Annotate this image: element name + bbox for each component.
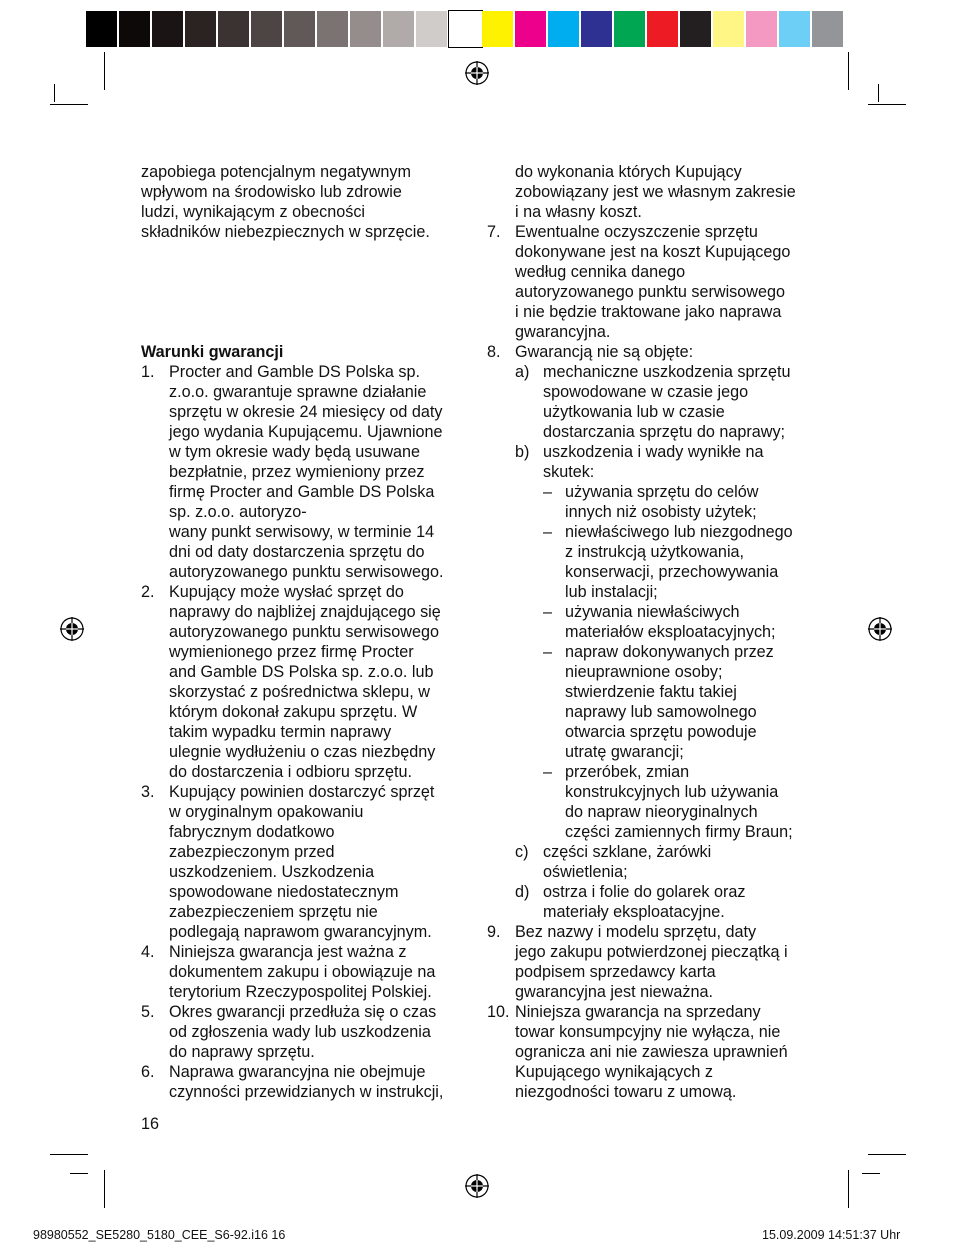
list-number: 3.	[141, 783, 155, 801]
color-swatch	[515, 11, 548, 47]
list-item-text	[515, 1002, 788, 1102]
text-line: przeróbek, zmian	[565, 763, 690, 781]
dash-mark: –	[543, 643, 553, 661]
text-line: Niniejsza gwarancja na sprzedany	[515, 1003, 761, 1021]
text-line: składników niebezpiecznych w sprzęcie.	[141, 223, 430, 241]
gray-swatch	[416, 11, 449, 47]
dash-mark: –	[543, 603, 553, 621]
text-line: podlegają naprawom gwarancyjnym.	[169, 923, 432, 941]
text-line: fabrycznym dodatkowo	[169, 823, 335, 841]
list-item	[141, 582, 471, 782]
text-line: do wykonania których Kupujący	[515, 163, 742, 181]
sub-item-text	[543, 842, 711, 882]
text-line: ogranicza ani nie zawiesza uprawnień	[515, 1043, 788, 1061]
text-line: gwarancyjna jest nieważna.	[515, 983, 713, 1001]
list-item	[141, 782, 471, 942]
list-item	[141, 1062, 471, 1102]
text-line: terytorium Rzeczypospolitej Polskiej.	[169, 983, 432, 1001]
list-number: 4.	[141, 943, 155, 961]
text-line: Gwarancją nie są objęte:	[515, 343, 694, 361]
text-line: do napraw nieoryginalnych	[565, 803, 758, 821]
list-item	[141, 1002, 471, 1062]
dash-item-text	[565, 522, 793, 602]
gray-swatch	[350, 11, 383, 47]
gray-swatch	[449, 11, 482, 47]
print-file-info: 98980552_SE5280_5180_CEE_S6-92.i16 16	[33, 1228, 286, 1242]
text-line: lub instalacji;	[565, 583, 658, 601]
gray-swatch	[251, 11, 284, 47]
text-line: Naprawa gwarancyjna nie obejmuje	[169, 1063, 426, 1081]
text-line: dokonywane jest na koszt Kupującego	[515, 243, 791, 261]
text-line: zobowiązany jest we własnym zakresie	[515, 183, 796, 201]
dash-item-text	[565, 602, 776, 642]
text-line: bezpłatnie, przez wymieniony przez	[169, 463, 425, 481]
text-line: dokumentem zakupu i obowiązuje na	[169, 963, 436, 981]
list-number: 10.	[487, 1003, 510, 1021]
text-line: do naprawy sprzętu.	[169, 1043, 315, 1061]
list-item-text	[169, 1062, 443, 1102]
text-line: części szklane, żarówki	[543, 843, 712, 861]
text-line: sprzętu w okresie 24 miesięcy od daty	[169, 403, 443, 421]
text-line: używania niewłaściwych	[565, 603, 740, 621]
text-line: skorzystać z pośrednictwa sklepu, w	[169, 683, 430, 701]
list-number: 2.	[141, 583, 155, 601]
color-swatch	[812, 11, 845, 47]
color-swatch	[779, 11, 812, 47]
color-swatch	[746, 11, 779, 47]
text-line: innych niż osobisty użytek;	[565, 503, 757, 521]
dash-item	[543, 602, 793, 642]
text-line: oświetlenia;	[543, 863, 628, 881]
list-number: 5.	[141, 1003, 155, 1021]
gray-swatch	[152, 11, 185, 47]
sub-item-text	[543, 362, 790, 442]
text-line: takim wypadku termin naprawy	[169, 723, 392, 741]
text-line: niezgodności towaru z umową.	[515, 1083, 737, 1101]
text-line: jego wydania Kupującemu. Ujawnione	[169, 423, 443, 441]
dash-item-text	[565, 482, 758, 522]
gray-swatch	[86, 11, 119, 47]
text-line: ludzi, wynikającym z obecności	[141, 203, 366, 221]
gray-swatch	[119, 11, 152, 47]
text-line: utratę gwarancji;	[565, 743, 684, 761]
text-line: dostarczania sprzętu do naprawy;	[543, 423, 786, 441]
gray-swatch	[284, 11, 317, 47]
dash-item	[543, 482, 793, 522]
list-item-text	[515, 222, 790, 342]
dash-item	[543, 522, 793, 602]
list-item	[487, 922, 827, 1002]
list-item	[487, 342, 827, 922]
text-line: otwarcia sprzętu powoduje	[565, 723, 757, 741]
text-line: sp. z.o.o. autoryzo-	[169, 503, 307, 521]
sub-item	[515, 842, 793, 882]
text-line: zapobiega potencjalnym negatywnym	[141, 163, 411, 181]
sub-item	[515, 442, 793, 842]
text-line: wpływom na środowisko lub zdrowie	[141, 183, 402, 201]
list-number: 7.	[487, 223, 501, 241]
text-line: niewłaściwego lub niezgodnego	[565, 523, 793, 541]
gray-swatch	[317, 11, 350, 47]
text-line: Niniejsza gwarancja jest ważna z	[169, 943, 407, 961]
continuation-paragraph	[487, 162, 827, 222]
text-line: towar konsumpcyjny nie wyłącza, nie	[515, 1023, 781, 1041]
dash-item-text	[565, 762, 793, 842]
text-line: zabezpieczonym przed	[169, 843, 335, 861]
text-line: Bez nazwy i modelu sprzętu, daty	[515, 923, 757, 941]
text-line: wymienionego przez firmę Procter	[169, 643, 414, 661]
color-swatch	[548, 11, 581, 47]
sub-item	[515, 882, 793, 922]
sub-label: c)	[515, 843, 529, 861]
sub-item	[515, 362, 793, 442]
print-date-info: 15.09.2009 14:51:37 Uhr	[762, 1228, 901, 1242]
text-line: części zamiennych firmy Braun;	[565, 823, 793, 841]
color-swatch	[482, 11, 515, 47]
text-line: ostrza i folie do golarek oraz	[543, 883, 746, 901]
text-line: Kupujący powinien dostarczyć sprzęt	[169, 783, 435, 801]
dash-mark: –	[543, 483, 553, 501]
color-swatch	[713, 11, 746, 47]
text-line: autoryzowanego punktu serwisowego	[515, 283, 785, 301]
list-item	[487, 1002, 827, 1102]
text-line: dni od daty dostarczenia sprzętu do	[169, 543, 425, 561]
text-line: uszkodzenia i wady wynikłe na	[543, 443, 764, 461]
list-item-text	[515, 342, 793, 922]
right-column	[487, 162, 827, 1102]
text-line: napraw dokonywanych przez	[565, 643, 774, 661]
list-item	[141, 362, 471, 582]
color-swatch	[581, 11, 614, 47]
dash-mark: –	[543, 763, 553, 781]
gray-swatch	[383, 11, 416, 47]
color-swatch	[680, 11, 713, 47]
color-swatch	[614, 11, 647, 47]
text-line: którym dokonał zakupu sprzętu. W	[169, 703, 418, 721]
text-line: and Gamble DS Polska sp. z.o.o. lub	[169, 663, 434, 681]
text-line: Kupującego wynikających z	[515, 1063, 713, 1081]
list-item-text	[169, 942, 435, 1002]
text-line: Okres gwarancji przedłuża się o czas	[169, 1003, 437, 1021]
text-line: w tym okresie wady będą usuwane	[169, 443, 421, 461]
text-line: i nie będzie traktowane jako naprawa	[515, 303, 782, 321]
sub-label: d)	[515, 883, 530, 901]
warranty-list-continued	[487, 222, 827, 1102]
text-line: konstrukcyjnych lub używania	[565, 783, 779, 801]
registration-mark-icon	[465, 1174, 489, 1198]
text-line: nieuprawnione osoby;	[565, 663, 723, 681]
gray-swatch	[185, 11, 218, 47]
text-line: w oryginalnym opakowaniu	[169, 803, 364, 821]
process-color-bar	[482, 11, 845, 47]
dash-item-text	[565, 642, 774, 762]
text-line: mechaniczne uszkodzenia sprzętu	[543, 363, 791, 381]
left-column	[141, 162, 471, 1102]
text-line: stwierdzenie faktu takiej	[565, 683, 737, 701]
text-line: materiały eksploatacyjne.	[543, 903, 725, 921]
list-number: 9.	[487, 923, 501, 941]
text-line: zabezpieczeniem sprzętu nie	[169, 903, 378, 921]
grayscale-color-bar	[86, 11, 482, 47]
list-item	[141, 942, 471, 1002]
registration-mark-icon	[868, 617, 892, 641]
sub-item-text	[543, 442, 793, 842]
text-line: Ewentualne oczyszczenie sprzętu	[515, 223, 758, 241]
text-line: z.o.o. gwarantuje sprawne działanie	[169, 383, 427, 401]
text-line: od zgłoszenia wady lub uszkodzenia	[169, 1023, 431, 1041]
sub-label: a)	[515, 363, 530, 381]
text-line: autoryzowanego punktu serwisowego	[169, 623, 439, 641]
text-line: jego zakupu potwierdzonej pieczątką i	[515, 943, 788, 961]
text-line: Procter and Gamble DS Polska sp.	[169, 363, 421, 381]
intro-paragraph	[141, 162, 471, 242]
list-number: 6.	[141, 1063, 155, 1081]
text-line: ulegnie wydłużeniu o czas niezbędny	[169, 743, 436, 761]
gray-swatch	[218, 11, 251, 47]
text-line: autoryzowanego punktu serwisowego.	[169, 563, 444, 581]
registration-mark-icon	[465, 61, 489, 85]
list-number: 1.	[141, 363, 155, 381]
text-line: do dostarczenia i odbioru sprzętu.	[169, 763, 412, 781]
dash-mark: –	[543, 523, 553, 541]
text-line: firmę Procter and Gamble DS Polska	[169, 483, 435, 501]
list-item-text	[169, 582, 441, 782]
text-line: czynności przewidzianych w instrukcji,	[169, 1083, 444, 1101]
text-line: podpisem sprzedawcy karta	[515, 963, 716, 981]
text-line: wany punkt serwisowy, w terminie 14	[169, 523, 435, 541]
list-item-text	[169, 1002, 436, 1062]
text-line: skutek:	[543, 463, 595, 481]
color-swatch	[647, 11, 680, 47]
text-line: spowodowane w czasie jego	[543, 383, 749, 401]
text-line: użytkowania lub w czasie	[543, 403, 725, 421]
text-line: z instrukcją użytkowania,	[565, 543, 745, 561]
text-line: uszkodzeniem. Uszkodzenia	[169, 863, 375, 881]
text-line: spowodowane niedostatecznym	[169, 883, 399, 901]
warranty-heading: Warunki gwarancji	[141, 343, 284, 361]
dash-item	[543, 642, 793, 762]
warranty-list	[141, 362, 471, 1102]
text-line: konserwacji, przechowywania	[565, 563, 779, 581]
sub-label: b)	[515, 443, 530, 461]
sub-item-text	[543, 882, 745, 922]
text-line: materiałów eksploatacyjnych;	[565, 623, 776, 641]
page-number: 16	[141, 1115, 160, 1133]
list-number: 8.	[487, 343, 501, 361]
list-item	[487, 222, 827, 342]
list-item-text	[169, 362, 443, 582]
text-line: i na własny koszt.	[515, 203, 642, 221]
text-line: naprawy lub samowolnego	[565, 703, 757, 721]
list-item-text	[169, 782, 434, 942]
text-line: Kupujący może wysłać sprzęt do	[169, 583, 404, 601]
text-line: według cennika danego	[515, 263, 686, 281]
dash-item	[543, 762, 793, 842]
registration-mark-icon	[60, 617, 84, 641]
text-line: naprawy do najbliżej znajdującego się	[169, 603, 441, 621]
text-line: używania sprzętu do celów	[565, 483, 759, 501]
text-line: gwarancyjna.	[515, 323, 611, 341]
list-item-text	[515, 922, 788, 1002]
